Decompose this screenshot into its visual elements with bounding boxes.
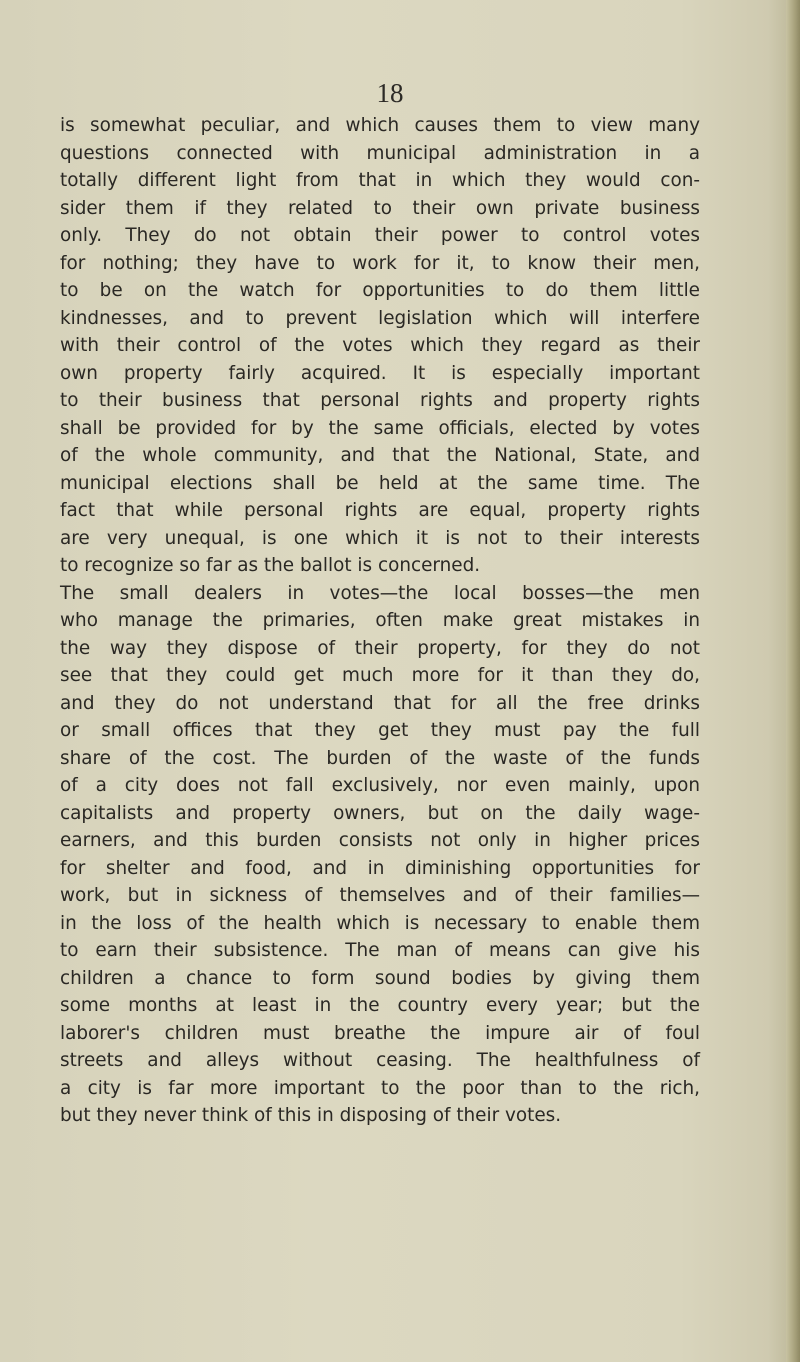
text-line: sider them if they related to their own private business <box>60 197 700 219</box>
text-line: of the whole community, and that the National, State, and <box>60 445 700 466</box>
text-line: to recognize so far as the ballot is concerned. <box>60 555 481 576</box>
text-line: kindnesses, and to prevent legislation which will interfere <box>60 307 700 329</box>
text-line: of a city does not fall exclusively, nor even mainly, upon <box>60 775 700 796</box>
body-text <box>60 112 700 1130</box>
text-line: streets and alleys without ceasing. The healthfulness of <box>60 1050 700 1071</box>
text-line: some months at least in the country every year; but the <box>60 995 700 1016</box>
text-line: shall be provided for by the same officials, elected by votes <box>60 417 700 439</box>
text-line: for shelter and food, and in diminishing opportunities for <box>60 857 700 879</box>
text-line: laborer's children must breathe the impure air of foul <box>60 1022 700 1044</box>
text-line: in the loss of the health which is necessary to enable them <box>60 912 700 934</box>
text-line: the way they dispose of their property, for they do not <box>60 637 700 659</box>
text-line: to their business that personal rights and property rights <box>60 390 700 411</box>
text-line: who manage the primaries, often make great mistakes in <box>60 610 700 631</box>
text-line: to earn their subsistence. The man of means can give his <box>60 940 700 961</box>
text-line: earners, and this burden consists not only in higher prices <box>60 830 700 851</box>
text-line: for nothing; they have to work for it, to know their men, <box>60 252 700 274</box>
text-line: work, but in sickness of themselves and of their families— <box>60 885 700 906</box>
text-line: see that they could get much more for it than they do, <box>60 665 700 686</box>
text-line: only. They do not obtain their power to control votes <box>60 225 700 246</box>
page-number: 18 <box>376 78 404 108</box>
text-line: municipal elections shall be held at the same time. The <box>60 472 700 494</box>
text-line: with their control of the votes which they regard as their <box>60 335 700 356</box>
text-line: a city is far more important to the poor than to the rich, <box>60 1077 700 1099</box>
text-line: fact that while personal rights are equal, property rights <box>60 500 700 521</box>
text-line: capitalists and property owners, but on the daily wage- <box>60 802 700 824</box>
text-line: is somewhat peculiar, and which causes them to view many <box>60 115 700 136</box>
text-line: questions connected with municipal administration in a <box>60 142 700 164</box>
text-line: totally different light from that in which they would con- <box>60 170 700 191</box>
text-line: or small offices that they get they must pay the full <box>60 720 700 741</box>
text-line: The small dealers in votes—the local bosses—the men <box>60 582 700 604</box>
text-line: share of the cost. The burden of the waste of the funds <box>60 747 700 769</box>
text-line: but they never think of this in disposing of their votes. <box>60 1105 562 1126</box>
text-line: to be on the watch for opportunities to do them little <box>60 280 700 301</box>
text-line: and they do not understand that for all the free drinks <box>60 692 700 714</box>
page-edge-shadow <box>786 0 800 1362</box>
text-line: children a chance to form sound bodies by giving them <box>60 967 700 989</box>
text-line: are very unequal, is one which it is not to their interests <box>60 527 700 549</box>
text-line: own property fairly acquired. It is especially important <box>60 362 700 384</box>
